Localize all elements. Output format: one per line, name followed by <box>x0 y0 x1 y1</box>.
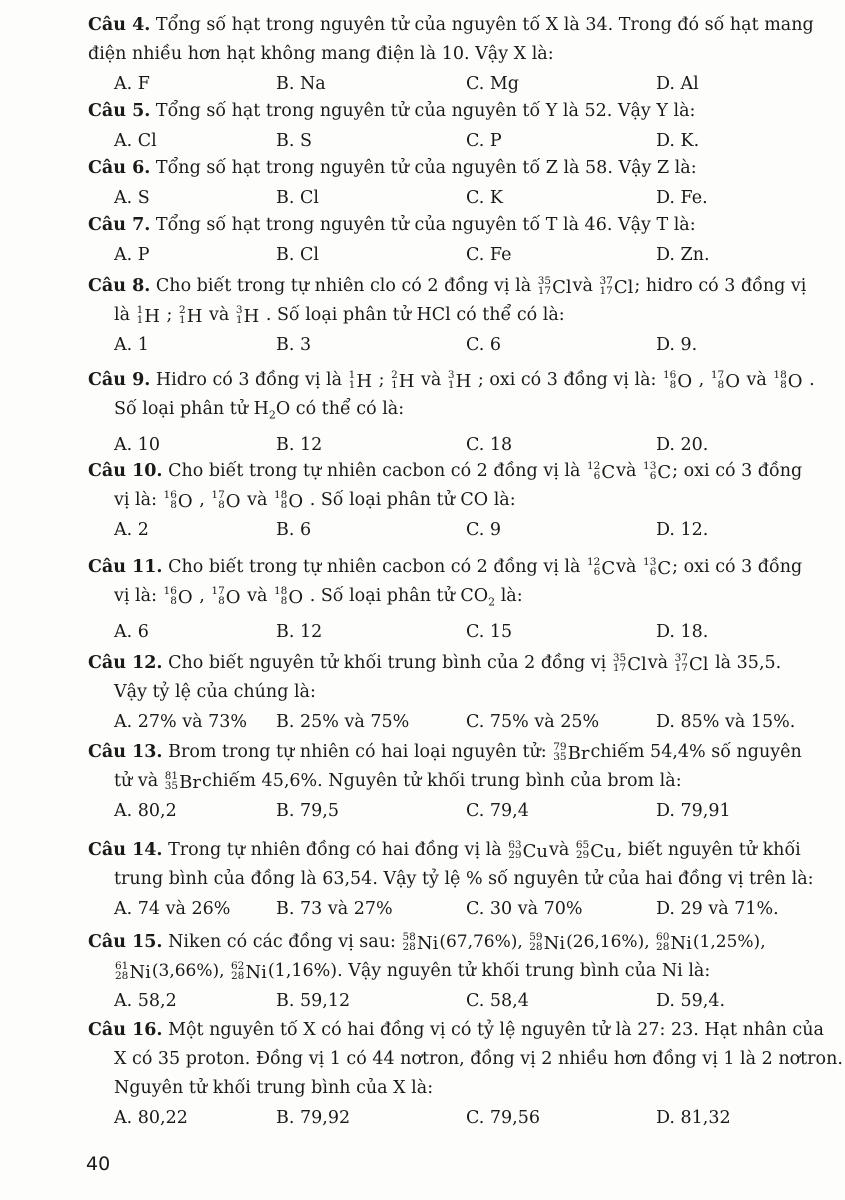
question-text: Một nguyên tố X có hai đồng vị có tỷ lệ nguyên tử là 27: 23. Hạt nhân của <box>162 1020 824 1040</box>
option-d[interactable]: D. Zn. <box>656 245 710 265</box>
option-d[interactable]: D. 85% và 15%. <box>656 712 796 732</box>
isotope-cl37: 37 17 Cl <box>674 652 709 675</box>
question-text: Brom trong tự nhiên có hai loại nguyên tử: <box>162 742 553 762</box>
option-b[interactable]: B. Cl <box>276 188 319 208</box>
option-c[interactable]: C. 9 <box>466 520 502 540</box>
question-text: Niken có các đồng vị sau: <box>162 932 402 952</box>
answer-options <box>88 617 840 647</box>
option-d[interactable]: D. 29 và 71%. <box>656 899 779 919</box>
question-label: Câu 15. <box>88 932 163 952</box>
isotope-ni60: 60 28 Ni <box>656 931 692 954</box>
option-a[interactable]: A. 6 <box>114 621 149 642</box>
isotope-cl35: 35 17 Cl <box>612 652 647 675</box>
isotope-cl37: 37 17 Cl <box>599 275 634 298</box>
isotope-h1: 1 1 H <box>348 369 373 392</box>
option-d[interactable]: D. K. <box>656 131 700 151</box>
isotope-c12: 12 6 C <box>586 460 616 483</box>
option-c[interactable]: C. 30 và 70% <box>466 899 583 919</box>
option-a[interactable]: A. 2 <box>114 520 149 540</box>
isotope-ni59: 59 28 Ni <box>529 931 566 954</box>
option-d[interactable]: D. 20. <box>656 434 709 455</box>
question-label: Câu 6. <box>88 158 151 178</box>
question-8: Câu 8. Cho biết trong tự nhiên clo có 2 đồng vị là 35 17 Clvà 37 17 Cl; hidro có 3 đồng vị là 1 1 H ; 2 1 H và 3 1 H . Số loại phân tử HCl có thể có là: A. 1 B. 3 C. 6 D. 9. <box>88 272 840 360</box>
isotope-o16: 16 8 O <box>163 489 193 512</box>
isotope-cu63: 63 29 Cu <box>508 839 548 862</box>
question-text: Tổng số hạt trong nguyên tử của nguyên tố X là 34. Trong đó số hạt mang <box>150 15 814 35</box>
isotope-c13: 13 6 C <box>643 460 672 483</box>
question-5 <box>88 97 840 156</box>
answer-options <box>88 1103 840 1133</box>
option-c[interactable]: C. 79,4 <box>466 801 529 821</box>
option-c[interactable]: C. 15 <box>466 621 513 642</box>
answer-options <box>88 69 840 99</box>
question-7 <box>88 211 840 270</box>
option-b[interactable]: B. Cl <box>276 245 319 265</box>
question-15: Câu 15. Niken có các đồng vị sau: 58 28 Ni(67,76%), 59 28 Ni(26,16%), 60 28 Ni(1,25%), 61 28 Ni(3,66%), 62 28 Ni(1,16%). Vậy nguyên tử khối trung bình của Ni là: A. 58,2 B. 59,12 C. 58,4 D. 59,4. <box>88 928 840 1016</box>
option-a[interactable]: A. 80,2 <box>114 801 177 821</box>
question-label: Câu 10. <box>88 461 163 481</box>
option-c[interactable]: C. Fe <box>466 245 512 265</box>
option-c[interactable]: C. 6 <box>466 335 502 355</box>
option-b[interactable]: B. 73 và 27% <box>276 899 393 919</box>
question-label: Câu 11. <box>88 557 163 577</box>
question-text: Cho biết trong tự nhiên clo có 2 đồng vị là <box>150 276 537 296</box>
option-b[interactable]: B. 6 <box>276 520 312 540</box>
question-12: Câu 12. Cho biết nguyên tử khối trung bình của 2 đồng vị 35 17 Clvà 37 17 Cl là 35,5. Vậy tỷ lệ của chúng là: A. 27% và 73% B. 25% và 75% C. 75% và 25% D. 85% và 15%. <box>88 649 840 737</box>
option-b[interactable]: B. 25% và 75% <box>276 712 410 732</box>
option-b[interactable]: B. Na <box>276 74 326 94</box>
option-d[interactable]: D. 12. <box>656 520 709 540</box>
option-a[interactable]: A. 80,22 <box>114 1108 188 1128</box>
isotope-o16: 16 8 O <box>163 585 193 608</box>
question-text: Cho biết nguyên tử khối trung bình của 2 đồng vị <box>162 653 612 673</box>
isotope-h2: 2 1 H <box>391 369 415 392</box>
isotope-o17: 17 8 O <box>211 585 241 608</box>
question-text: Hidro có 3 đồng vị là <box>150 370 348 390</box>
question-text: Cho biết trong tự nhiên cacbon có 2 đồng vị là <box>162 461 586 481</box>
option-a[interactable]: A. F <box>114 74 150 94</box>
option-a[interactable]: A. 1 <box>114 335 149 355</box>
question-label: Câu 7. <box>88 215 151 235</box>
option-d[interactable]: D. Fe. <box>656 188 708 208</box>
question-label: Câu 16. <box>88 1020 163 1040</box>
option-b[interactable]: B. 12 <box>276 621 323 642</box>
option-b[interactable]: B. 12 <box>276 434 323 455</box>
isotope-o17: 17 8 O <box>211 489 241 512</box>
option-b[interactable]: B. 3 <box>276 335 312 355</box>
isotope-h3: 3 1 H <box>235 304 260 327</box>
question-label: Câu 14. <box>88 840 163 860</box>
question-13: Câu 13. Brom trong tự nhiên có hai loại nguyên tử: 79 35 Brchiếm 54,4% số nguyên tử và 81 35 Brchiếm 45,6%. Nguyên tử khối trung bình của brom là: A. 80,2 B. 79,5 C. 79,4 D. 79,91 <box>88 738 840 826</box>
isotope-o18: 18 8 O <box>273 585 304 608</box>
question-label: Câu 12. <box>88 653 163 673</box>
question-text: Tổng số hạt trong nguyên tử của nguyên tố T là 46. Vậy T là: <box>150 215 696 235</box>
question-label: Câu 4. <box>88 15 151 35</box>
isotope-o17: 17 8 O <box>710 369 740 392</box>
question-text: Vậy tỷ lệ của chúng là: <box>114 682 316 702</box>
option-a[interactable]: A. Cl <box>114 131 157 151</box>
option-d[interactable]: D. 9. <box>656 335 698 355</box>
option-b[interactable]: B. S <box>276 131 312 151</box>
option-a[interactable]: A. 10 <box>114 434 161 455</box>
question-6 <box>88 154 840 213</box>
option-d[interactable]: D. 59,4. <box>656 991 726 1011</box>
option-a[interactable]: A. 74 và 26% <box>114 899 231 919</box>
question-text: Cho biết trong tự nhiên cacbon có 2 đồng vị là <box>162 557 586 577</box>
question-text: X có 35 proton. Đồng vị 1 có 44 nơtron, đồng vị 2 nhiều hơn đồng vị 1 là 2 nơtron. <box>114 1049 843 1069</box>
answer-options <box>88 515 840 545</box>
isotope-c13: 13 6 C <box>643 556 672 579</box>
question-10: Câu 10. Cho biết trong tự nhiên cacbon có 2 đồng vị là 12 6 Cvà 13 6 C; oxi có 3 đồng vị là: 16 8 O , 17 8 O và 18 8 O . Số loại phân tử CO là: A. 2 B. 6 C. 9 D. 12. <box>88 457 840 545</box>
isotope-o16: 16 8 O <box>662 369 693 392</box>
question-text: Trong tự nhiên đồng có hai đồng vị là <box>162 840 508 860</box>
isotope-h2: 2 1 H <box>179 304 203 327</box>
isotope-c12: 12 6 C <box>586 556 616 579</box>
question-label: Câu 5. <box>88 101 151 121</box>
question-text: Tổng số hạt trong nguyên tử của nguyên tố Z là 58. Vậy Z là: <box>150 158 697 178</box>
question-11: Câu 11. Cho biết trong tự nhiên cacbon có 2 đồng vị là 12 6 Cvà 13 6 C; oxi có 3 đồng vị là: 16 8 O , 17 8 O và 18 8 O . Số loại phân tử $CO_2$ là: A. 6 B. 12 C. 15 D. 18. <box>88 553 840 647</box>
isotope-h3: 3 1 H <box>447 369 472 392</box>
option-a[interactable]: A. 27% và 73% <box>114 712 248 732</box>
answer-options <box>88 240 840 270</box>
answer-options <box>88 330 840 360</box>
answer-options <box>88 986 840 1016</box>
option-b[interactable]: B. 79,5 <box>276 801 339 821</box>
isotope-h1: 1 1 H <box>136 304 160 327</box>
option-a[interactable]: A. S <box>114 188 150 208</box>
answer-options <box>88 796 840 826</box>
isotope-br81: 81 35 Br <box>164 770 201 793</box>
isotope-cu65: 65 29 Cu <box>575 839 616 862</box>
question-text: Nguyên tử khối trung bình của X là: <box>114 1078 434 1098</box>
question-label: Câu 8. <box>88 276 151 296</box>
answer-options <box>88 183 840 213</box>
option-c[interactable]: C. P <box>466 131 502 151</box>
answer-options <box>88 707 840 737</box>
option-b[interactable]: B. 59,12 <box>276 991 351 1011</box>
question-14: Câu 14. Trong tự nhiên đồng có hai đồng vị là 63 29 Cuvà 65 29 Cu, biết nguyên tử khối trung bình của đồng là 63,54. Vậy tỷ lệ % số nguyên tử của hai đồng vị trên là: A. 74 và 26% B. 73 và 27% C. 30 và 70% D. 29 và 71%. <box>88 836 840 924</box>
isotope-ni62: 62 28 Ni <box>230 960 267 983</box>
option-c[interactable]: C. 75% và 25% <box>466 712 600 732</box>
answer-options <box>88 126 840 156</box>
option-a[interactable]: A. P <box>114 245 150 265</box>
option-d[interactable]: D. 18. <box>656 621 709 642</box>
isotope-ni58: 58 28 Ni <box>402 931 439 954</box>
question-label: Câu 9. <box>88 370 151 390</box>
question-9: Câu 9. Hidro có 3 đồng vị là 1 1 H ; 2 1 H và 3 1 H ; oxi có 3 đồng vị là: 16 8 O , 17 8 O và 18 8 O . Số loại phân tử $H_2O$ có thể có là: A. 10 B. 12 C. 18 D. 20. <box>88 366 840 460</box>
option-c[interactable]: C. 58,4 <box>466 991 529 1011</box>
question-4 <box>88 11 840 99</box>
question-text: trung bình của đồng là 63,54. Vậy tỷ lệ % số nguyên tử của hai đồng vị trên là: <box>114 869 814 889</box>
option-a[interactable]: A. 58,2 <box>114 991 177 1011</box>
option-d[interactable]: D. Al <box>656 74 699 94</box>
isotope-ni61: 61 28 Ni <box>115 960 151 983</box>
answer-options <box>88 430 840 460</box>
isotope-br79: 79 35 Br <box>553 741 590 764</box>
page-number: 40 <box>86 1153 111 1175</box>
question-text: điện nhiều hơn hạt không mang điện là 10. Vậy X là: <box>88 44 554 64</box>
option-d[interactable]: D. 79,91 <box>656 801 731 821</box>
answer-options <box>88 894 840 924</box>
question-text: Tổng số hạt trong nguyên tử của nguyên tố Y là 52. Vậy Y là: <box>150 101 696 121</box>
question-label: Câu 13. <box>88 742 163 762</box>
option-c[interactable]: C. 79,56 <box>466 1108 540 1128</box>
isotope-o18: 18 8 O <box>773 369 803 392</box>
option-b[interactable]: B. 79,92 <box>276 1108 351 1128</box>
option-d[interactable]: D. 81,32 <box>656 1108 731 1128</box>
isotope-o18: 18 8 O <box>273 489 304 512</box>
question-16 <box>88 1016 843 1133</box>
option-c[interactable]: C. K <box>466 188 503 208</box>
option-c[interactable]: C. Mg <box>466 74 520 94</box>
isotope-cl35: 35 17 Cl <box>537 275 572 298</box>
option-c[interactable]: C. 18 <box>466 434 513 455</box>
